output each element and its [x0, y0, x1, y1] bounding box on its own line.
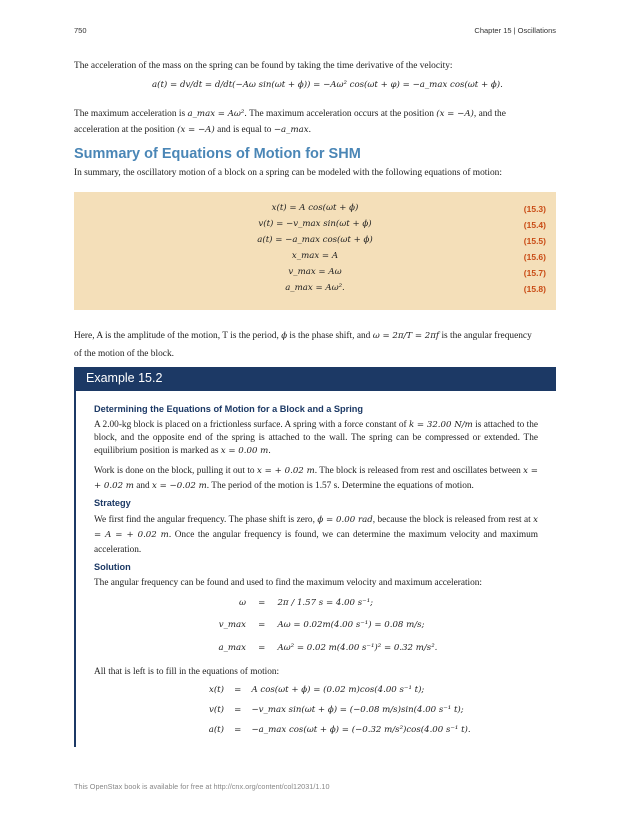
- max-accel-paragraph: [74, 106, 556, 138]
- text: We first find the angular frequency. The phase shift is zero,: [94, 515, 315, 525]
- text: The maximum acceleration is: [74, 109, 186, 119]
- chapter-title: Chapter 15 | Oscillations: [474, 26, 556, 35]
- equation-number: (15.3): [523, 204, 546, 214]
- equation-15-3: x(t) = A cos(ωt + ϕ): [271, 203, 359, 213]
- final-row-x: [188, 685, 424, 695]
- equation-number: (15.4): [523, 220, 546, 230]
- rhs: Aω = 0.02m(4.00 s⁻¹) = 0.08 m/s;: [277, 620, 425, 630]
- text: . The block is released from rest and oscillates between: [314, 466, 521, 476]
- text: Work is done on the block, pulling it out to: [94, 466, 255, 476]
- rhs: Aω² = 0.02 m(4.00 s⁻¹)² = 0.32 m/s².: [277, 643, 438, 653]
- final-row-v: [188, 705, 464, 715]
- text: . The period of the motion is 1.57 s. Determine the equations of motion.: [206, 481, 474, 491]
- equation-number: (15.8): [523, 284, 546, 294]
- text: .: [308, 125, 311, 135]
- text: , because the block is released from: [372, 515, 506, 525]
- rhs: 2π / 1.57 s = 4.00 s⁻¹;: [277, 598, 374, 608]
- math: k = 32.00 N/m: [408, 420, 473, 430]
- lhs: x(t): [208, 685, 224, 695]
- text: and is equal to: [217, 125, 272, 135]
- calc-row-vmax: [206, 620, 424, 630]
- text: is the phase shift, and: [289, 331, 371, 341]
- equals: =: [258, 620, 266, 630]
- acceleration-sentence: The acceleration of the mass on the spring can be found by taking the time derivative of the velocity:: [74, 61, 453, 71]
- equation-number: (15.6): [523, 252, 546, 262]
- text: . Once the angular frequency is found, we can determine the maximum velocity and: [168, 530, 497, 540]
- text: .: [268, 446, 271, 456]
- lhs: a_max: [218, 643, 246, 653]
- fill-lead: All that is left is to fill in the equations of motion:: [94, 667, 280, 677]
- calc-row-omega: [206, 598, 373, 608]
- calc-row-amax: [206, 643, 437, 653]
- text: . The maximum acceleration occurs at the position: [244, 109, 434, 119]
- lhs: a(t): [208, 725, 224, 735]
- math: x = −0.02 m: [152, 481, 207, 491]
- page-number: 750: [74, 26, 87, 35]
- text: of the motion of the block.: [74, 349, 174, 359]
- strategy-paragraph: [94, 513, 538, 558]
- text: Here, A is the amplitude of the motion, T is the period,: [74, 331, 279, 341]
- math: ϕ: [281, 331, 288, 341]
- math: x = + 0.02 m: [256, 466, 315, 476]
- example-work-paragraph: [94, 464, 538, 494]
- math: (x = −A): [177, 125, 215, 135]
- text: The equilibrium position is marked as: [94, 433, 539, 456]
- equals: =: [258, 643, 266, 653]
- equation-number: (15.5): [523, 236, 546, 246]
- equation-15-8: a_max = Aω².: [285, 283, 345, 293]
- text: , and the: [473, 109, 506, 119]
- text: is the angular frequency: [441, 331, 532, 341]
- equation-15-5: a(t) = −a_max cos(ωt + ϕ): [257, 235, 373, 245]
- equals: =: [234, 685, 242, 695]
- text: is attached: [475, 420, 515, 430]
- text: acceleration at the position: [74, 125, 175, 135]
- final-row-a: [188, 725, 471, 735]
- equation-15-7: v_max = Aω: [288, 267, 342, 277]
- equation-number: (15.7): [523, 268, 546, 278]
- solution-heading: Solution: [94, 562, 131, 572]
- text: to the block, and the opposite end of the spring is attached to the wall. The spring can be compressed or extended.: [94, 420, 538, 443]
- section-heading: Summary of Equations of Motion for SHM: [74, 146, 361, 162]
- summary-equation-box: [74, 192, 556, 310]
- lhs: v(t): [208, 705, 224, 715]
- example-title-bar: [74, 367, 556, 391]
- text: maximum acceleration.: [94, 530, 539, 555]
- acceleration-equation: a(t) = dv/dt = d/dt(−Aω sin(ωt + ϕ)) = −Aω² cos(ωt + φ) = −a_max cos(ωt + ϕ).: [152, 80, 503, 90]
- math: ϕ = 0.00 rad: [317, 515, 373, 525]
- summary-lead: In summary, the oscillatory motion of a block on a spring can be modeled with the following equations of motion:: [74, 168, 502, 178]
- example-title: Determining the Equations of Motion for a Block and a Spring: [94, 404, 363, 414]
- math: (x = −A): [436, 109, 474, 119]
- variables-paragraph: [74, 327, 556, 363]
- math: −a_max: [273, 125, 309, 135]
- rhs: −v_max sin(ωt + ϕ) = (−0.08 m/s)sin(4.00 s⁻¹ t);: [251, 705, 464, 715]
- rhs: −a_max cos(ωt + ϕ) = (−0.32 m/s²)cos(4.00 s⁻¹ t).: [251, 725, 471, 735]
- rhs: A cos(ωt + ϕ) = (0.02 m)cos(4.00 s⁻¹ t);: [251, 685, 425, 695]
- text: A 2.00-kg block is placed on a frictionless surface. A spring with a force constant of: [94, 420, 407, 430]
- lhs: v_max: [218, 620, 246, 630]
- example-side-rule: [74, 391, 76, 747]
- math: a_max = Aω²: [187, 109, 245, 119]
- equals: =: [234, 725, 242, 735]
- equals: =: [234, 705, 242, 715]
- equation-15-4: v(t) = −v_max sin(ωt + ϕ): [258, 219, 372, 229]
- solution-lead: The angular frequency can be found and used to find the maximum velocity and maximum acceleration:: [94, 578, 483, 588]
- math: ω = 2π/T = 2πf: [372, 331, 440, 341]
- math: x = + 0.02 m: [94, 466, 539, 491]
- equals: =: [258, 598, 266, 608]
- example-label: Example 15.2: [86, 371, 163, 385]
- text: and: [136, 481, 150, 491]
- text: rest at: [508, 515, 531, 525]
- footer-note: This OpenStax book is available for free at http://cnx.org/content/col12031/1.10: [74, 782, 330, 791]
- equation-15-6: x_max = A: [291, 251, 339, 261]
- example-problem-paragraph: [94, 419, 538, 458]
- math: x = A = + 0.02 m: [94, 515, 538, 540]
- math: x = 0.00 m: [220, 446, 269, 456]
- lhs: ω: [238, 598, 246, 608]
- strategy-heading: Strategy: [94, 498, 131, 508]
